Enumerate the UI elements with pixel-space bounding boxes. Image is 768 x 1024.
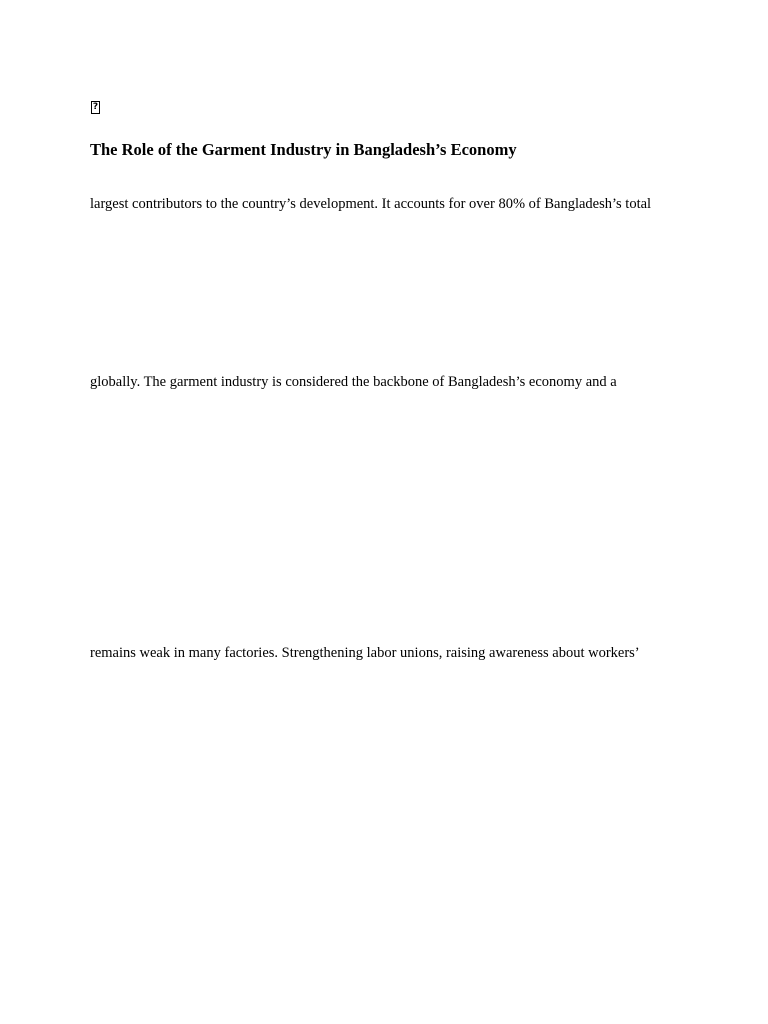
document-title: The Role of the Garment Industry in Bangladesh’s Economy — [90, 140, 517, 159]
body-text-line: globally. The garment industry is considered the backbone of Bangladesh’s economy and a — [90, 374, 617, 390]
body-text-line: remains weak in many factories. Strengthening labor unions, raising awareness about workers’ — [90, 645, 640, 661]
body-text-line: largest contributors to the country’s development. It accounts for over 80% of Bangladesh’s total — [90, 196, 652, 212]
missing-glyph-icon: ? — [92, 102, 99, 112]
